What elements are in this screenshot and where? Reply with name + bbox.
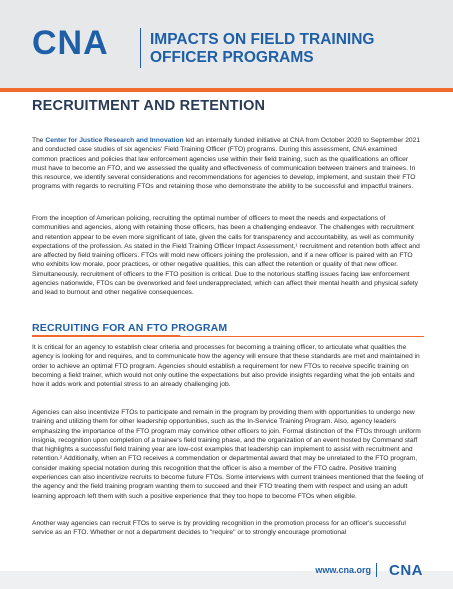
- footer-url-link[interactable]: www.cna.org: [315, 565, 371, 575]
- page-footer: [0, 571, 453, 589]
- recruiting-paragraph-3: Another way agencies can recruit FTOs to serve is by providing recognition in the promotion process for an officer's successful service as an FTO. Whether or not a department decides to "require" or to strongly encourage promotional: [32, 520, 406, 537]
- footer-divider: [376, 563, 377, 577]
- recruiting-heading: RECRUITING FOR AN FTO PROGRAM: [32, 322, 228, 334]
- recruiting-paragraph-2: Agencies can also incentivize FTOs to participate and remain in the program by providing them with opportunities to undergo new training and utilizing them for other leadership opportunities, such as the In-Service Training Program. Also, agency leaders emphasizing the importance of the FTO program may convince other officers to join. Formal distinction of the FTOs through uniform insignia, recognition upon completion of a trainee's field training phase, and the organization of an event hosted by Command staff that highlights a successful field training year are low-cost examples that leadership can implement to assist with recruitment and retention.² Additionally, when an FTO receives a commendation or departmental award that may be unrelated to the FTO program, consider making special notation during this recognition that the officer is also a member of the FTO cadre. Positive training experiences can also incentivize recruits to become future FTOs. Some interviews with current trainees mentioned that the feeling of the agency and the field training program wanting them to succeed and their FTO treating them with respect and using an adult learning approach left them with such a positive experience that they too hope to become FTOs when eligible.: [32, 409, 424, 500]
- document-title-line1: IMPACTS ON FIELD TRAINING: [150, 31, 375, 48]
- document-title-line2: OFFICER PROGRAMS: [150, 49, 314, 66]
- cna-logo: CNA: [32, 24, 109, 62]
- logo-divider: [140, 28, 141, 68]
- document-title: [150, 31, 440, 67]
- cjri-link[interactable]: Center for Justice Research and Innovation: [45, 137, 184, 144]
- header-accent-bar: [0, 88, 453, 92]
- background-paragraph: From the inception of American policing, recruiting the optimal number of officers to meet the needs and expectations of communities and agencies, along with retaining those officers, has been a challenging endeavor. The challenges with recruitment and retention appear to be even more significant of late, given the calls for transparency and accountability, as well as community expectations of the profession. As stated in the Field Training Officer Impact Assessment,¹ recruitment and retention both affect and are affected by field training officers. FTOs will mold new officers joining the profession, and if a new officer is paired with an FTO who exhibits low morale, poor practices, or other negative qualities, this can affect the retention or quality of that new officer. Simultaneously, recruitment of officers to the FTO position is critical. Due to the notorious staffing issues facing law enforcement agencies nationwide, FTOs can be overworked and feel underappreciated, which can affect their mental health and physical safety and lead to burnout and other negative consequences.: [32, 215, 420, 297]
- section-title: RECRUITMENT AND RETENTION: [32, 98, 266, 114]
- intro-paragraph: [32, 136, 424, 192]
- page-header: [0, 0, 453, 88]
- intro-prefix: The: [32, 137, 46, 144]
- intro-rest: led an internally funded initiative at CNA from October 2020 to September 2021 and conducted case studies of six agencies' Field Training Officer (FTO) programs. During this assessment, CNA examined common practices and policies that law enforcement agencies use within their field training, such as the qualifications an officer must have to become an FTO, and we assessed the quality and effectiveness of communication between trainers and trainees. In this resource, we identify several considerations and recommendations for agencies to develop, implement, and sustain their FTO programs with regards to recruiting FTOs and retaining those who demonstrate the ability to be successful and impactful trainers.: [32, 137, 421, 191]
- recruiting-paragraph-1: It is critical for an agency to establish clear criteria and processes for becoming a training officer, to articulate what qualities the agency is looking for and requires, and to communicate how the agency will ensure that these standards are met and maintained in order to achieve an optimal FTO program. Agencies should establish a requirement for new FTOs to receive specific training on becoming a field trainer, which would not only outline the expectations but also provide insights regarding what the job entails and how it adds work and potential stress to an already challenging job.: [32, 344, 420, 389]
- recruiting-heading-rule-accent: [32, 335, 180, 337]
- footer-cna-logo: CNA: [389, 562, 423, 579]
